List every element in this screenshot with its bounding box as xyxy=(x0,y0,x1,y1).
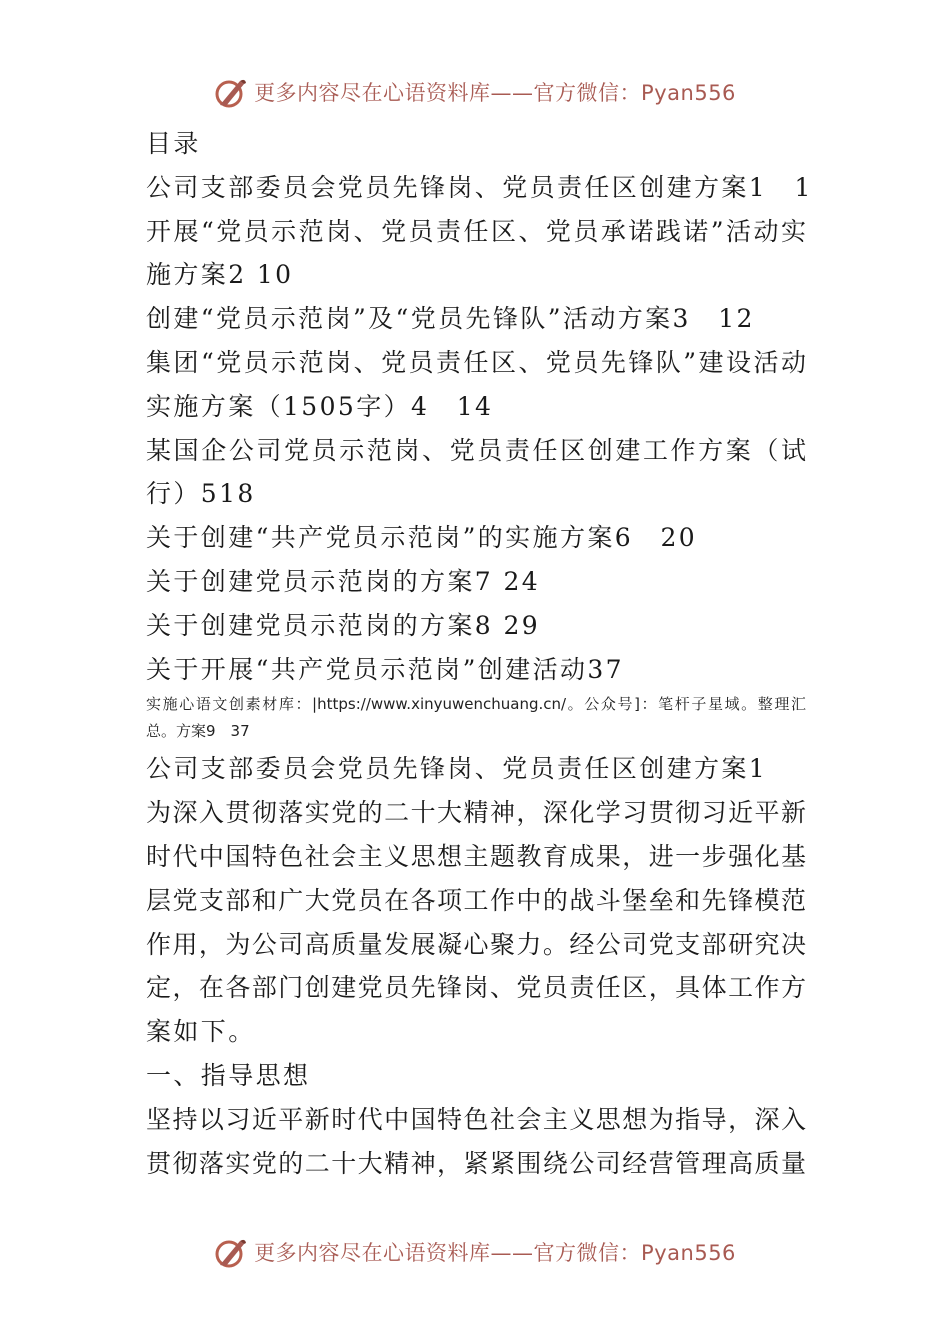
toc-entry: 关于创建“共产党员示范岗”的实施方案6 20 xyxy=(146,523,698,553)
pen-quill-logo-icon xyxy=(214,1235,248,1269)
paragraph-line: 贯彻落实党的二十大精神，紧紧围绕公司经营管理高质量 xyxy=(146,1148,806,1178)
toc-entry: 开展“党员示范岗、党员责任区、党员承诺践诺”活动实 xyxy=(146,216,806,246)
toc-entry: 某国企公司党员示范岗、党员责任区创建工作方案（试 xyxy=(146,435,806,465)
banner-text: 更多内容尽在心语资料库——官方微信：Pyan556 xyxy=(254,1241,736,1265)
paragraph-line: 时代中国特色社会主义思想主题教育成果，进一步强化基 xyxy=(146,841,806,871)
paragraph-line: 坚持以习近平新时代中国特色社会主义思想为指导，深入 xyxy=(146,1104,806,1134)
toc-entry: 施方案2 10 xyxy=(146,260,294,290)
footer-watermark-banner xyxy=(0,1232,950,1272)
toc-entry: 实施方案（1505字）4 14 xyxy=(146,391,494,421)
paragraph-line: 定，在各部门创建党员先锋岗、党员责任区，具体工作方 xyxy=(146,973,806,1003)
header-watermark-banner xyxy=(0,72,950,112)
pen-quill-logo-icon xyxy=(214,75,248,109)
toc-entry: 关于开展“共产党员示范岗”创建活动37 xyxy=(146,654,624,684)
source-note-line: 实施心语文创素材库：|https://www.xinyuwenchuang.cn/。公众号]：笔杆子星域。整理汇 xyxy=(146,695,806,714)
paragraph-line: 案如下。 xyxy=(146,1017,256,1047)
paragraph-line: 作用，为公司高质量发展凝心聚力。经公司党支部研究决 xyxy=(146,929,806,959)
toc-entry: 公司支部委员会党员先锋岗、党员责任区创建方案1 1 xyxy=(146,172,813,202)
banner-text: 更多内容尽在心语资料库——官方微信：Pyan556 xyxy=(254,81,736,105)
toc-title: 目录 xyxy=(146,129,201,158)
toc-entry: 关于创建党员示范岗的方案7 24 xyxy=(146,566,541,596)
section-heading: 公司支部委员会党员先锋岗、党员责任区创建方案1 xyxy=(146,754,768,784)
subsection-heading: 一、指导思想 xyxy=(146,1060,311,1090)
toc-entry: 创建“党员示范岗”及“党员先锋队”活动方案3 12 xyxy=(146,304,755,334)
toc-entry: 行）518 xyxy=(146,479,256,509)
paragraph-line: 层党支部和广大党员在各项工作中的战斗堡垒和先锋模范 xyxy=(146,885,806,915)
toc-entry: 关于创建党员示范岗的方案8 29 xyxy=(146,610,541,640)
source-note-line: 总。方案9 37 xyxy=(146,722,250,741)
paragraph-line: 为深入贯彻落实党的二十大精神，深化学习贯彻习近平新 xyxy=(146,798,806,828)
toc-entry: 集团“党员示范岗、党员责任区、党员先锋队”建设活动 xyxy=(146,347,806,377)
document-content xyxy=(146,122,813,1185)
